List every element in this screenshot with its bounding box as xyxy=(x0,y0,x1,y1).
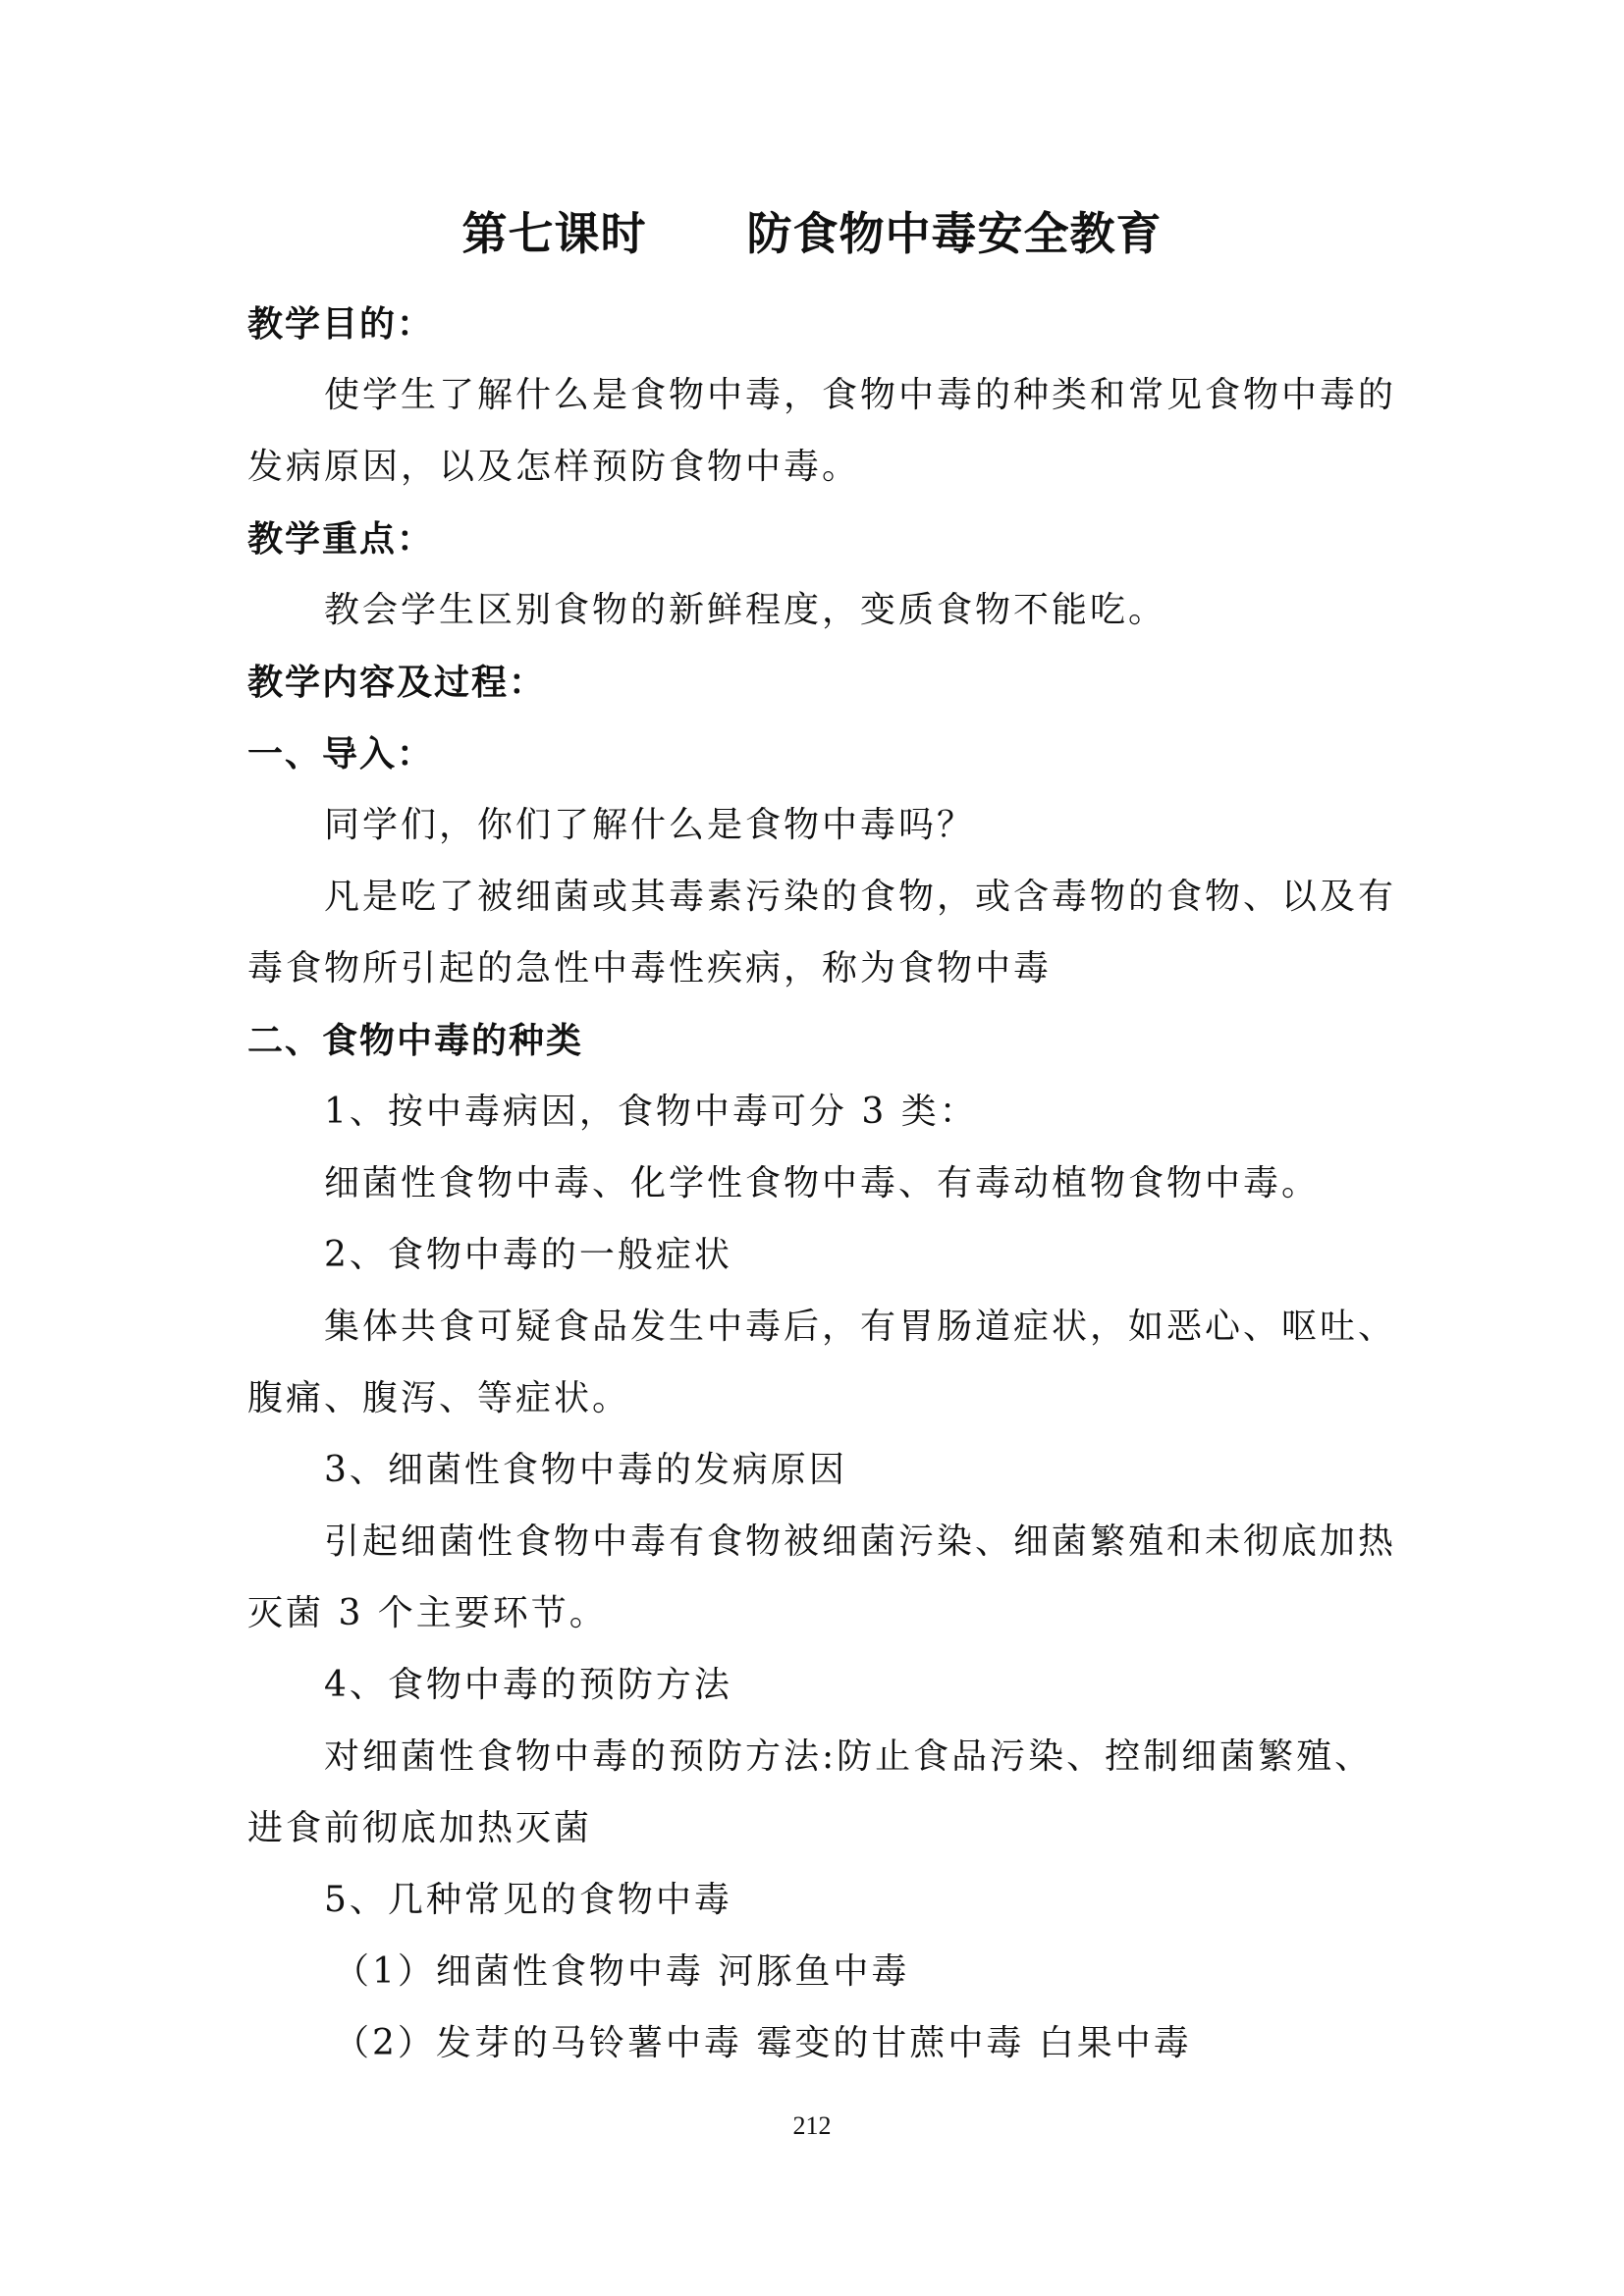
paragraph-line: 教会学生区别食物的新鲜程度，变质食物不能吃。 xyxy=(324,590,1167,630)
numbered-item: 2、食物中毒的一般症状 xyxy=(324,1235,732,1275)
sub-item: （2）发芽的马铃薯中毒 霉变的甘蔗中毒 白果中毒 xyxy=(334,2023,1192,2063)
numbered-item: 3、细菌性食物中毒的发病原因 xyxy=(324,1450,847,1490)
numbered-item: 1、按中毒病因，食物中毒可分 3 类： xyxy=(324,1092,978,1132)
paragraph-line: 同学们，你们了解什么是食物中毒吗？ xyxy=(324,805,976,845)
paragraph-line: 使学生了解什么是食物中毒，食物中毒的种类和常见食物中毒的 xyxy=(324,375,1397,415)
section-heading-key-point: 教学重点： xyxy=(247,518,435,560)
paragraph-line: 引起细菌性食物中毒有食物被细菌污染、细菌繁殖和未彻底加热 xyxy=(324,1522,1397,1562)
paragraph-line: 对细菌性食物中毒的预防方法:防止食品污染、控制细菌繁殖、 xyxy=(324,1736,1374,1777)
paragraph-line: 发病原因，以及怎样预防食物中毒。 xyxy=(247,447,861,487)
page-number: 212 xyxy=(792,2111,832,2140)
section-heading-objective: 教学目的： xyxy=(247,303,435,345)
numbered-item: 5、几种常见的食物中毒 xyxy=(324,1880,732,1920)
paragraph-line: 腹痛、腹泻、等症状。 xyxy=(247,1378,631,1418)
section-heading-intro: 一、导入： xyxy=(247,733,435,774)
section-heading-types: 二、食物中毒的种类 xyxy=(247,1020,584,1061)
paragraph-line: 毒食物所引起的急性中毒性疾病，称为食物中毒 xyxy=(247,948,1053,988)
numbered-item: 4、食物中毒的预防方法 xyxy=(324,1665,732,1705)
paragraph-line: 凡是吃了被细菌或其毒素污染的食物，或含毒物的食物、以及有 xyxy=(324,877,1397,917)
document-title: 第七课时 防食物中毒安全教育 xyxy=(461,207,1163,260)
section-heading-content: 教学内容及过程： xyxy=(247,662,547,703)
paragraph-line: 细菌性食物中毒、化学性食物中毒、有毒动植物食物中毒。 xyxy=(324,1163,1321,1203)
sub-item: （1）细菌性食物中毒 河豚鱼中毒 xyxy=(334,1951,910,1992)
paragraph-line: 进食前彻底加热灭菌 xyxy=(247,1808,593,1848)
paragraph-line: 集体共食可疑食品发生中毒后，有胃肠道症状，如恶心、呕吐、 xyxy=(324,1307,1397,1347)
paragraph-line: 灭菌 3 个主要环节。 xyxy=(247,1593,608,1633)
